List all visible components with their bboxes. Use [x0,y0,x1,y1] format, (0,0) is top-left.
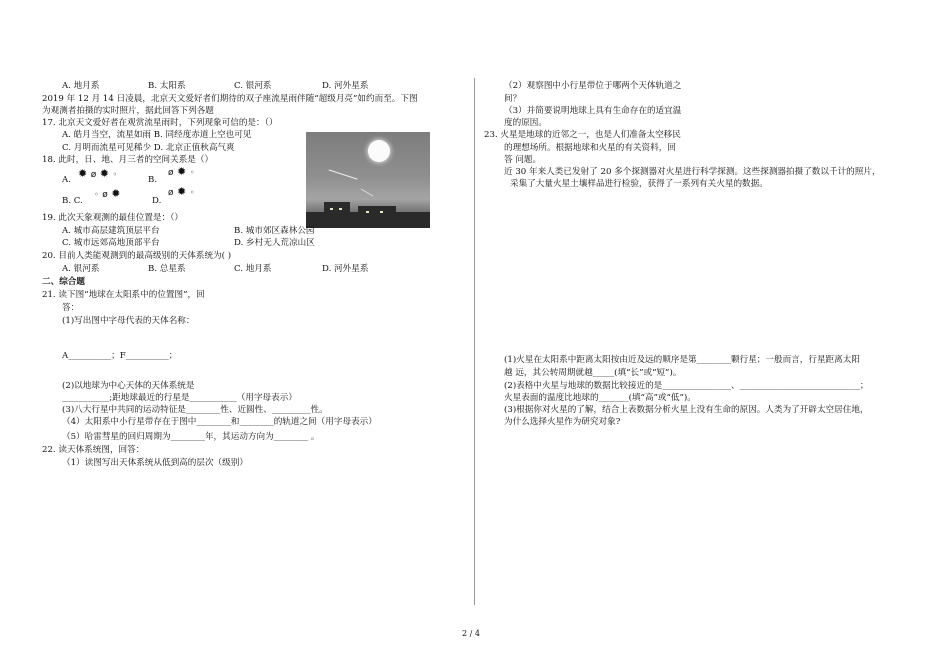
window-light [330,208,333,210]
q18-option-b-label: B. [148,175,158,185]
q23-part-2: (2)表格中火星与地球的数据比较接近的是________________、____________________________； [504,381,869,391]
window-light [339,208,342,210]
q22-part-1: （1）读图写出天体系统从低到高的层次（级别） [62,458,248,468]
q18-option-a-label: A. [62,175,71,185]
q22-part-2-cont: 间？ [504,94,522,104]
q23-part-1: (1)火星在太阳系中距离太阳按由近及远的顺序是第________颗行星；一般而言，行星距离太阳 [504,355,860,365]
q22-stem: 22. 读天体系统图，回答： [42,445,145,455]
q23-stem: 23. 火星是地球的近邻之一，也是人们准备太空移民 [484,130,681,140]
q21-part-3: (3)八大行星中共同的运动特征是________性、近圆性、_________性。 [62,405,328,415]
q22-part-3-cont: 度的原因。 [504,118,547,128]
q16-option-b: B. 太阳系 [148,81,186,91]
q19-stem: 19. 此次天象观测的最佳位置是：（） [42,213,184,223]
q18-stem: 18. 此时，日、地、月三者的空间关系是（） [42,155,214,165]
q21-part-2: (2)以地球为中心天体的天体系统是 [62,381,195,391]
q17-options-ab: A. 皓月当空，流星如雨 B. 同经度赤道上空也可见 [62,130,252,140]
q19-option-c: C. 城市远郊高地顶部平台 [62,238,160,248]
meteor-shower-photo [306,132,430,228]
sun-earth-moon-diagram-c: ◦ ø ✹ [94,187,121,200]
q23-material-line-2: 采集了大量火星土壤样品进行检验，获得了一系列有关火星的数据。 [510,179,768,189]
q19-option-b: B. 城市郊区森林公园 [234,226,315,236]
q17-options-cd: C. 月明而流星可见稀少 D. 北京正值秋高气爽 [62,143,235,153]
q21-part-5: （5）哈雷彗星的回归周期为________年，其运动方向为________ 。 [62,432,320,442]
q21-part-2-blanks: ___________;距地球最近的行星是___________（用字母表示） [62,393,297,403]
q23-part-1-cont: 越 远，其公转周期就越_____(填“长”或“短”)。 [504,368,682,378]
section-heading: 二、综合题 [42,277,85,287]
q17-stem: 17. 北京天文爱好者在观赏流星雨时，下列现象可信的是：（） [42,118,278,128]
moon-icon [368,140,390,162]
q20-option-a: A. 银河系 [62,264,100,274]
q19-option-d: D. 乡村无人荒凉山区 [234,238,315,248]
meteor-streak [329,169,358,179]
q23-part-2-cont: 火星表面的温度比地球的_______(填“高”或“低”)。 [504,393,696,403]
q20-stem: 20. 目前人类能观测到的最高级别的天体系统为( ) [42,251,232,261]
building-silhouette [358,206,396,218]
q23-material-line-1: 近 30 年来人类已发射了 20 多个探测器对火星进行科学探测。这些探测器拍摄了数以千计的照片， [504,167,881,177]
q21-part-4: （4）太阳系中小行星带存在于图中________和________的轨道之间（用字母表示） [62,417,377,427]
q21-stem-cont: 答： [62,303,80,313]
q20-option-c: C. 地月系 [234,264,272,274]
passage-line-1: 2019 年 12 月 14 日凌晨，北京天文爱好者们期待的双子座流星雨伴随“超级月亮”如约而至。下图 [42,94,418,104]
q22-part-2: （2）观察图中小行星带位于哪两个天体轨道之 [504,81,682,91]
page-number: 2 / 4 [462,629,480,638]
q21-stem: 21. 读下图“地球在太阳系中的位置图”，回 [42,290,205,300]
passage-line-2: 为观测者拍摄的实时照片，据此回答下列各题 [42,106,214,116]
sun-earth-moon-diagram-a: ✹ ø ✹ ◦ [78,167,118,180]
sun-earth-moon-diagram-b: ø ✹ ◦ [168,165,195,178]
window-light [380,211,383,213]
q23-stem-line-3: 答 问题。 [504,155,542,165]
column-divider [474,78,475,605]
q21-part-1-blanks: A__________；F__________； [62,351,178,361]
q23-part-3: (3)根据你对火星的了解，结合上表数据分析火星上没有生命的原因。人类为了开辟太空居住地， [504,405,869,415]
q20-option-d: D. 河外星系 [322,264,369,274]
q16-option-c: C. 银河系 [234,81,272,91]
q16-option-d: D. 河外星系 [322,81,369,91]
q23-part-3-cont: 为什么选择火星作为研究对象? [504,417,621,427]
q16-option-a: A. 地月系 [62,81,100,91]
q18-option-c-label: B. C. [62,196,83,206]
q19-option-a: A. 城市高层建筑顶层平台 [62,226,160,236]
building-silhouette [324,202,350,218]
q20-option-b: B. 总星系 [148,264,186,274]
meteor-streak [361,189,374,197]
q22-part-3: （3）并简要说明地球上具有生命存在的适宜温 [504,106,682,116]
q21-part-1: (1)写出图中字母代表的天体名称： [62,316,195,326]
q23-stem-line-2: 的理想场所。根据地球和火星的有关资料，回 [504,143,676,153]
window-light [366,211,369,213]
q18-option-d-label: D. [152,196,162,206]
sun-earth-moon-diagram-d: ø ✹ ◦ [168,185,195,198]
